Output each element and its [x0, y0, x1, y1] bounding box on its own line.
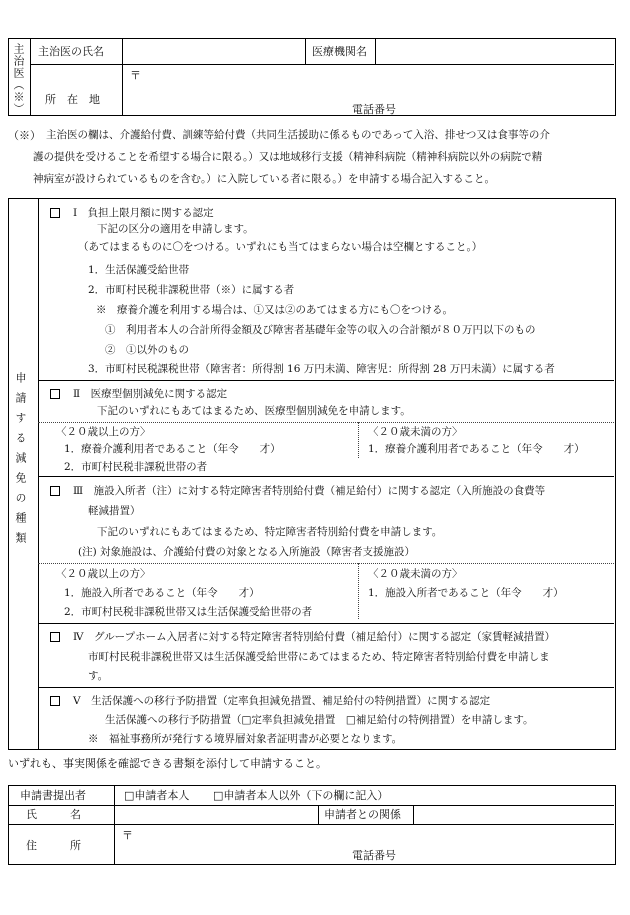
section1-sub2: ② ①以外のもの: [105, 344, 189, 356]
section3-checkbox[interactable]: [50, 486, 60, 496]
section1-sub1: ① 利用者本人の合計所得金額及び障害者基礎年金等の収入の合計額が８０万円以下のもの: [105, 324, 536, 336]
attach-note: いずれも、事実関係を確認できる書類を添付して申請すること。: [8, 757, 327, 770]
section5-title: Ⅴ 生活保護への移行予防措置（定率負担減免措置、補足給付の特例措置）に関する認定: [73, 695, 491, 707]
section5-note: ※ 福祉事務所が発行する境界層対象者証明書が必要となります。: [88, 733, 403, 745]
section4-checkbox[interactable]: [50, 632, 60, 642]
section1-item2: 2．市町村民税非課税世帯（※）に属する者: [88, 284, 295, 296]
section3-left-item2: 2．市町村民税非課税世帯又は生活保護受給世帯の者: [64, 606, 313, 618]
section4-line1: 市町村民税非課税世帯又は生活保護受給世帯にあてはまるため、特定障害者特別給付費を申請しま: [88, 651, 550, 663]
section4-line2: す。: [88, 670, 109, 682]
section5-checkbox[interactable]: [50, 696, 60, 706]
note-line-3: 神病室が設けられているものを含む。）に入院している者に限る。）を申請する場合記入すること。: [33, 173, 495, 185]
section1-line1: 下記の区分の適用を申請します。: [97, 223, 254, 235]
section3-title2: 軽減措置）: [88, 505, 141, 517]
section1-note: ※ 療養介護を利用する場合は、①又は②のあてはまる方にも〇をつける。: [96, 304, 453, 316]
doctor-phone-label: 電話番号: [352, 103, 396, 116]
section1-checkbox[interactable]: [50, 208, 60, 218]
submitter-label: 申請書提出者: [20, 789, 86, 802]
reduction-table: [8, 198, 616, 750]
submitter-address-label: 住 所: [26, 839, 81, 852]
doctor-side-label: 主治医（※）: [12, 43, 25, 115]
section3-left-item1: 1．施設入所者であること（年令 才）: [64, 587, 260, 599]
section2-left-item2: 2．市町村民税非課税世帯の者: [64, 461, 208, 473]
doctor-address-label: 所 在 地: [45, 93, 100, 106]
note-line-1: 主治医の欄は、介護給付費、訓練等給付費（共同生活援助に係るものであって入浴、排せつ又は食事等の介: [46, 129, 550, 141]
section5-line1: 生活保護への移行予防措置（□定率負担減免措置 □補足給付の特例措置）を申請します。: [105, 714, 534, 726]
submitter-name-label: 氏 名: [26, 808, 81, 821]
doctor-name-label: 主治医の氏名: [38, 45, 104, 58]
section1-item1: 1．生活保護受給世帯: [88, 264, 190, 276]
section2-right-item1: 1．療養介護利用者であること（年令 才）: [368, 443, 585, 455]
section1-title: Ⅰ 負担上限月額に関する認定: [73, 207, 214, 219]
submitter-name-field[interactable]: [116, 807, 316, 823]
section3-line1: 下記のいずれにもあてはまるため、特定障害者特別給付費を申請します。: [97, 526, 443, 538]
section2-title: Ⅱ 医療型個別減免に関する認定: [73, 388, 228, 400]
section3-right-head: 〈２０歳未満の方〉: [368, 568, 463, 580]
relation-label: 申請者との関係: [324, 808, 401, 821]
section1-line2: （あてはまるものに〇をつける。いずれにも当てはまらない場合は空欄とすること。）: [78, 241, 483, 253]
section2-left-head: 〈２０歳以上の方〉: [56, 426, 151, 438]
section1-item3: 3．市町村民税課税世帯（障害者：所得割 16 万円未満、障害児：所得割 28 万円未満）に属する者: [88, 363, 555, 375]
section2-checkbox[interactable]: [50, 389, 60, 399]
note-line-2: 護の提供を受けることを希望する場合に限る。）又は地域移行支援（精神科病院（精神科病院以外の病院で精: [33, 151, 543, 163]
relation-field[interactable]: [416, 807, 612, 823]
institution-label: 医療機関名: [312, 45, 367, 58]
section3-title: Ⅲ 施設入所者（注）に対する特定障害者特別給付費（補足給付）に関する認定（入所施設の食費等: [73, 485, 546, 497]
note-mark: （※）: [8, 129, 41, 142]
institution-field[interactable]: [378, 40, 612, 62]
doctor-postal-mark: 〒: [130, 69, 141, 82]
section2-right-head: 〈２０歳未満の方〉: [368, 426, 463, 438]
submitter-phone-label: 電話番号: [352, 849, 396, 862]
submitter-option-self[interactable]: □申請者本人: [124, 789, 190, 802]
section2-left-item1: 1．療養介護利用者であること（年令 才）: [64, 443, 281, 455]
submitter-option-other[interactable]: □申請者本人以外（下の欄に記入）: [213, 789, 389, 802]
doctor-name-field[interactable]: [124, 40, 303, 62]
section3-note: (注) 対象施設は、介護給付費の対象となる入所施設（障害者支援施設）: [78, 546, 416, 558]
reduction-side-label: 申請する減免の種類: [14, 372, 27, 552]
section4-title: Ⅳ グループホーム入居者に対する特定障害者特別給付費（補足給付）に関する認定（家賃軽減措置）: [73, 631, 556, 643]
section3-left-head: 〈２０歳以上の方〉: [56, 568, 151, 580]
section2-line1: 下記のいずれにもあてはまるため、医療型個別減免を申請します。: [97, 405, 411, 417]
section3-right-item1: 1．施設入所者であること（年令 才）: [368, 587, 564, 599]
submitter-postal-mark: 〒: [122, 829, 133, 842]
